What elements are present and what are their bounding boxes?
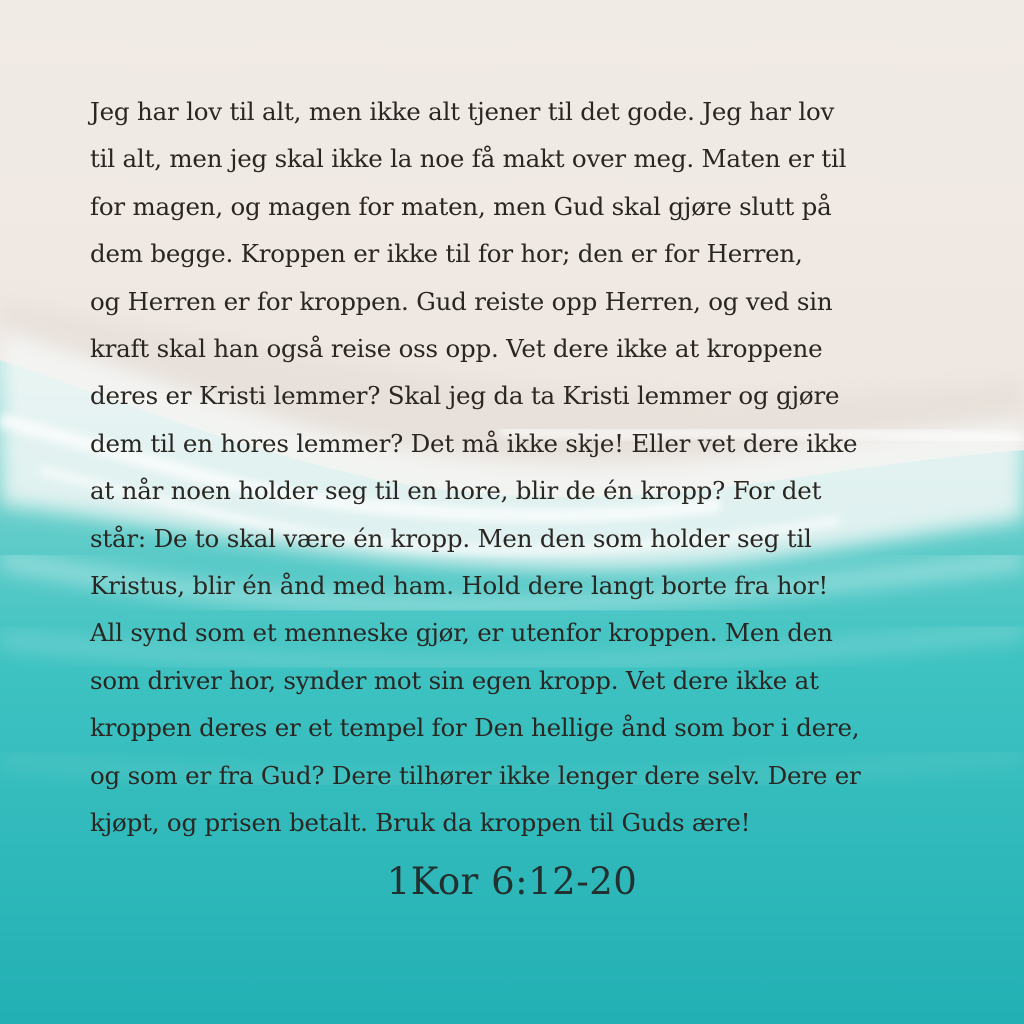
- verse-line: kjøpt, og prisen betalt. Bruk da kroppen til Guds ære!: [90, 808, 751, 838]
- verse-line: og Herren er for kroppen. Gud reiste opp Herren, og ved sin: [90, 286, 833, 316]
- verse-line: dem til en hores lemmer? Det må ikke skje! Eller vet dere ikke: [90, 428, 858, 458]
- verse-line: dem begge. Kroppen er ikke til for hor; den er for Herren,: [90, 239, 803, 269]
- verse-reference: 1Kor 6:12-20: [386, 860, 638, 903]
- verse-line: for magen, og magen for maten, men Gud skal gjøre slutt på: [90, 191, 832, 221]
- verse-line: til alt, men jeg skal ikke la noe få makt over meg. Maten er til: [90, 144, 847, 174]
- verse-line: kroppen deres er et tempel for Den hellige ånd som bor i dere,: [90, 713, 860, 743]
- verse-text: [90, 88, 950, 847]
- verse-line: deres er Kristi lemmer? Skal jeg da ta Kristi lemmer og gjøre: [90, 381, 840, 411]
- verse-line: kraft skal han også reise oss opp. Vet dere ikke at kroppene: [90, 334, 823, 364]
- verse-line: som driver hor, synder mot sin egen kropp. Vet dere ikke at: [90, 665, 819, 695]
- verse-line: All synd som et menneske gjør, er utenfor kroppen. Men den: [90, 618, 833, 648]
- verse-line: står: De to skal være én kropp. Men den som holder seg til: [90, 523, 812, 553]
- verse-line: Jeg har lov til alt, men ikke alt tjener til det gode. Jeg har lov: [90, 97, 835, 126]
- verse-line: og som er fra Gud? Dere tilhører ikke lenger dere selv. Dere er: [90, 760, 861, 790]
- verse-line: at når noen holder seg til en hore, blir de én kropp? For det: [90, 476, 822, 506]
- verse-line: Kristus, blir én ånd med ham. Hold dere langt borte fra hor!: [90, 571, 829, 601]
